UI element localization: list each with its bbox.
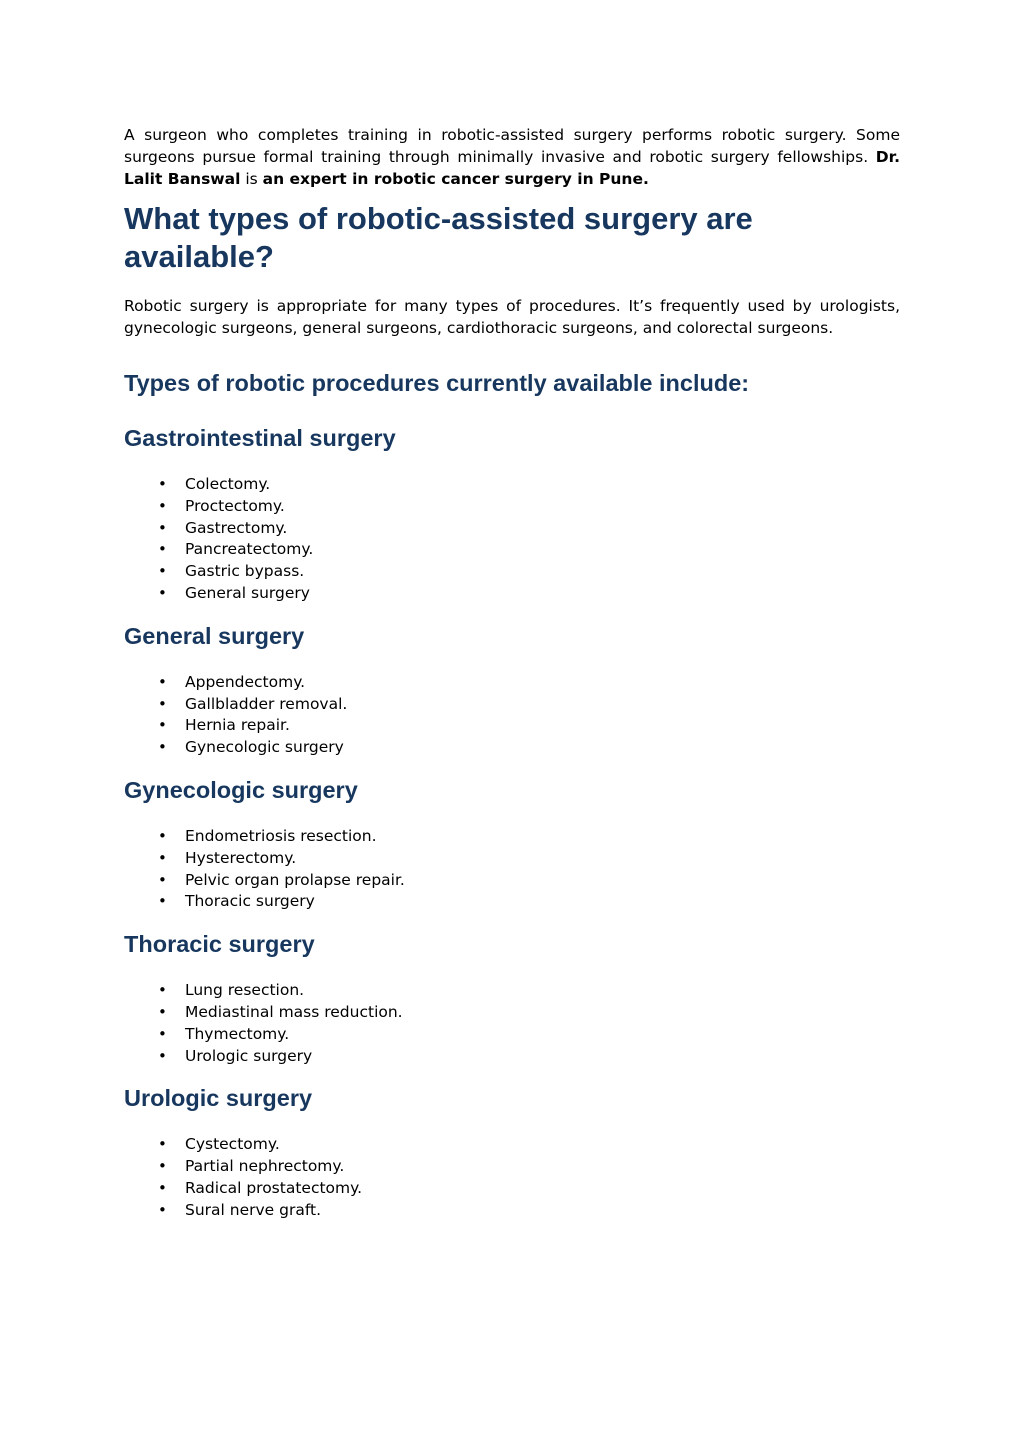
list-item [124,474,900,496]
list-item [124,672,900,694]
bullet-icon: • [158,518,167,537]
list-item-text: Gastrectomy. [185,518,288,537]
bullet-icon: • [158,870,167,889]
list-item-text: Partial nephrectomy. [185,1157,345,1176]
list-item [124,715,900,737]
bullet-icon: • [158,1002,167,1021]
bullet-icon: • [158,1178,167,1197]
general-list [124,672,900,759]
list-item [124,694,900,716]
bullet-icon: • [158,826,167,845]
list-item [124,1178,900,1200]
bullet-icon: • [158,475,167,493]
document-page [124,124,900,1222]
section-heading-thoracic: Thoracic surgery [124,931,315,958]
bullet-icon: • [158,848,167,867]
list-item [124,518,900,540]
list-item-text: Gallbladder removal. [185,694,348,713]
list-item [124,1156,900,1178]
list-item [124,496,900,518]
bullet-icon: • [158,981,167,1000]
list-item [124,583,900,605]
bullet-icon: • [158,583,167,602]
bullet-icon: • [158,1024,167,1043]
thoracic-list [124,980,900,1067]
list-item [124,870,900,892]
gynecologic-list [124,826,900,913]
intro-paragraph [124,124,900,190]
bullet-icon: • [158,738,167,757]
bullet-icon: • [158,1200,167,1219]
bullet-icon: • [158,1046,167,1065]
list-item [124,1200,900,1222]
list-item-text: Pelvic organ prolapse repair. [185,870,405,889]
list-item [124,1134,900,1156]
bullet-icon: • [158,1135,167,1154]
list-item-text: Radical prostatectomy. [185,1178,363,1197]
list-item-text: Hysterectomy. [185,848,297,867]
bullet-icon: • [158,892,167,911]
bullet-icon: • [158,716,167,735]
list-item [124,980,900,1002]
bullet-icon: • [158,1157,167,1176]
list-item [124,1024,900,1046]
list-item [124,826,900,848]
section-heading-gynecologic: Gynecologic surgery [124,776,358,803]
main-heading: What types of robotic-assisted surgery are available? [124,201,753,274]
list-item-text: Thymectomy. [185,1024,290,1043]
list-item [124,561,900,583]
gastrointestinal-list [124,474,900,605]
intro-text-1: A surgeon who completes training in robotic-assisted surgery performs robotic surgery. Some surgeons pursue formal training through minimally invasive and robotic surgery fellowships. [124,126,900,166]
list-item [124,1002,900,1024]
types-heading: Types of robotic procedures currently available include: [124,370,750,396]
intro-text-2: is [240,170,263,188]
section-heading-general: General surgery [124,622,305,649]
list-item-text: Cystectomy. [185,1135,280,1154]
procedures-paragraph: Robotic surgery is appropriate for many types of procedures. It’s frequently used by urologists, gynecologic surgeons, general surgeons, cardiothoracic surgeons, and colorectal surgeons. [124,297,900,337]
list-item [124,891,900,913]
urologic-list [124,1134,900,1221]
list-item [124,1046,900,1068]
list-item-text: Colectomy. [185,475,271,493]
list-item-text: General surgery [185,583,310,602]
list-item-text: Endometriosis resection. [185,826,377,845]
list-item [124,539,900,561]
list-item [124,737,900,759]
section-heading-gastrointestinal: Gastrointestinal surgery [124,425,396,451]
list-item-text: Gastric bypass. [185,562,305,581]
list-item-text: Sural nerve graft. [185,1200,322,1219]
list-item-text: Thoracic surgery [185,892,315,911]
list-item-text: Mediastinal mass reduction. [185,1002,403,1021]
bullet-icon: • [158,562,167,581]
section-heading-urologic: Urologic surgery [124,1085,313,1112]
bullet-icon: • [158,694,167,713]
list-item-text: Proctectomy. [185,496,285,515]
bullet-icon: • [158,540,167,559]
list-item [124,848,900,870]
list-item-text: Urologic surgery [185,1046,313,1065]
list-item-text: Appendectomy. [185,672,306,691]
bullet-icon: • [158,672,167,691]
list-item-text: Pancreatectomy. [185,540,314,559]
bullet-icon: • [158,496,167,515]
list-item-text: Hernia repair. [185,716,290,735]
list-item-text: Gynecologic surgery [185,738,344,757]
intro-bold-name: Dr. Lalit Banswal [124,148,900,188]
list-item-text: Lung resection. [185,981,305,1000]
intro-bold-expert: an expert in robotic cancer surgery in Pune. [262,170,649,188]
